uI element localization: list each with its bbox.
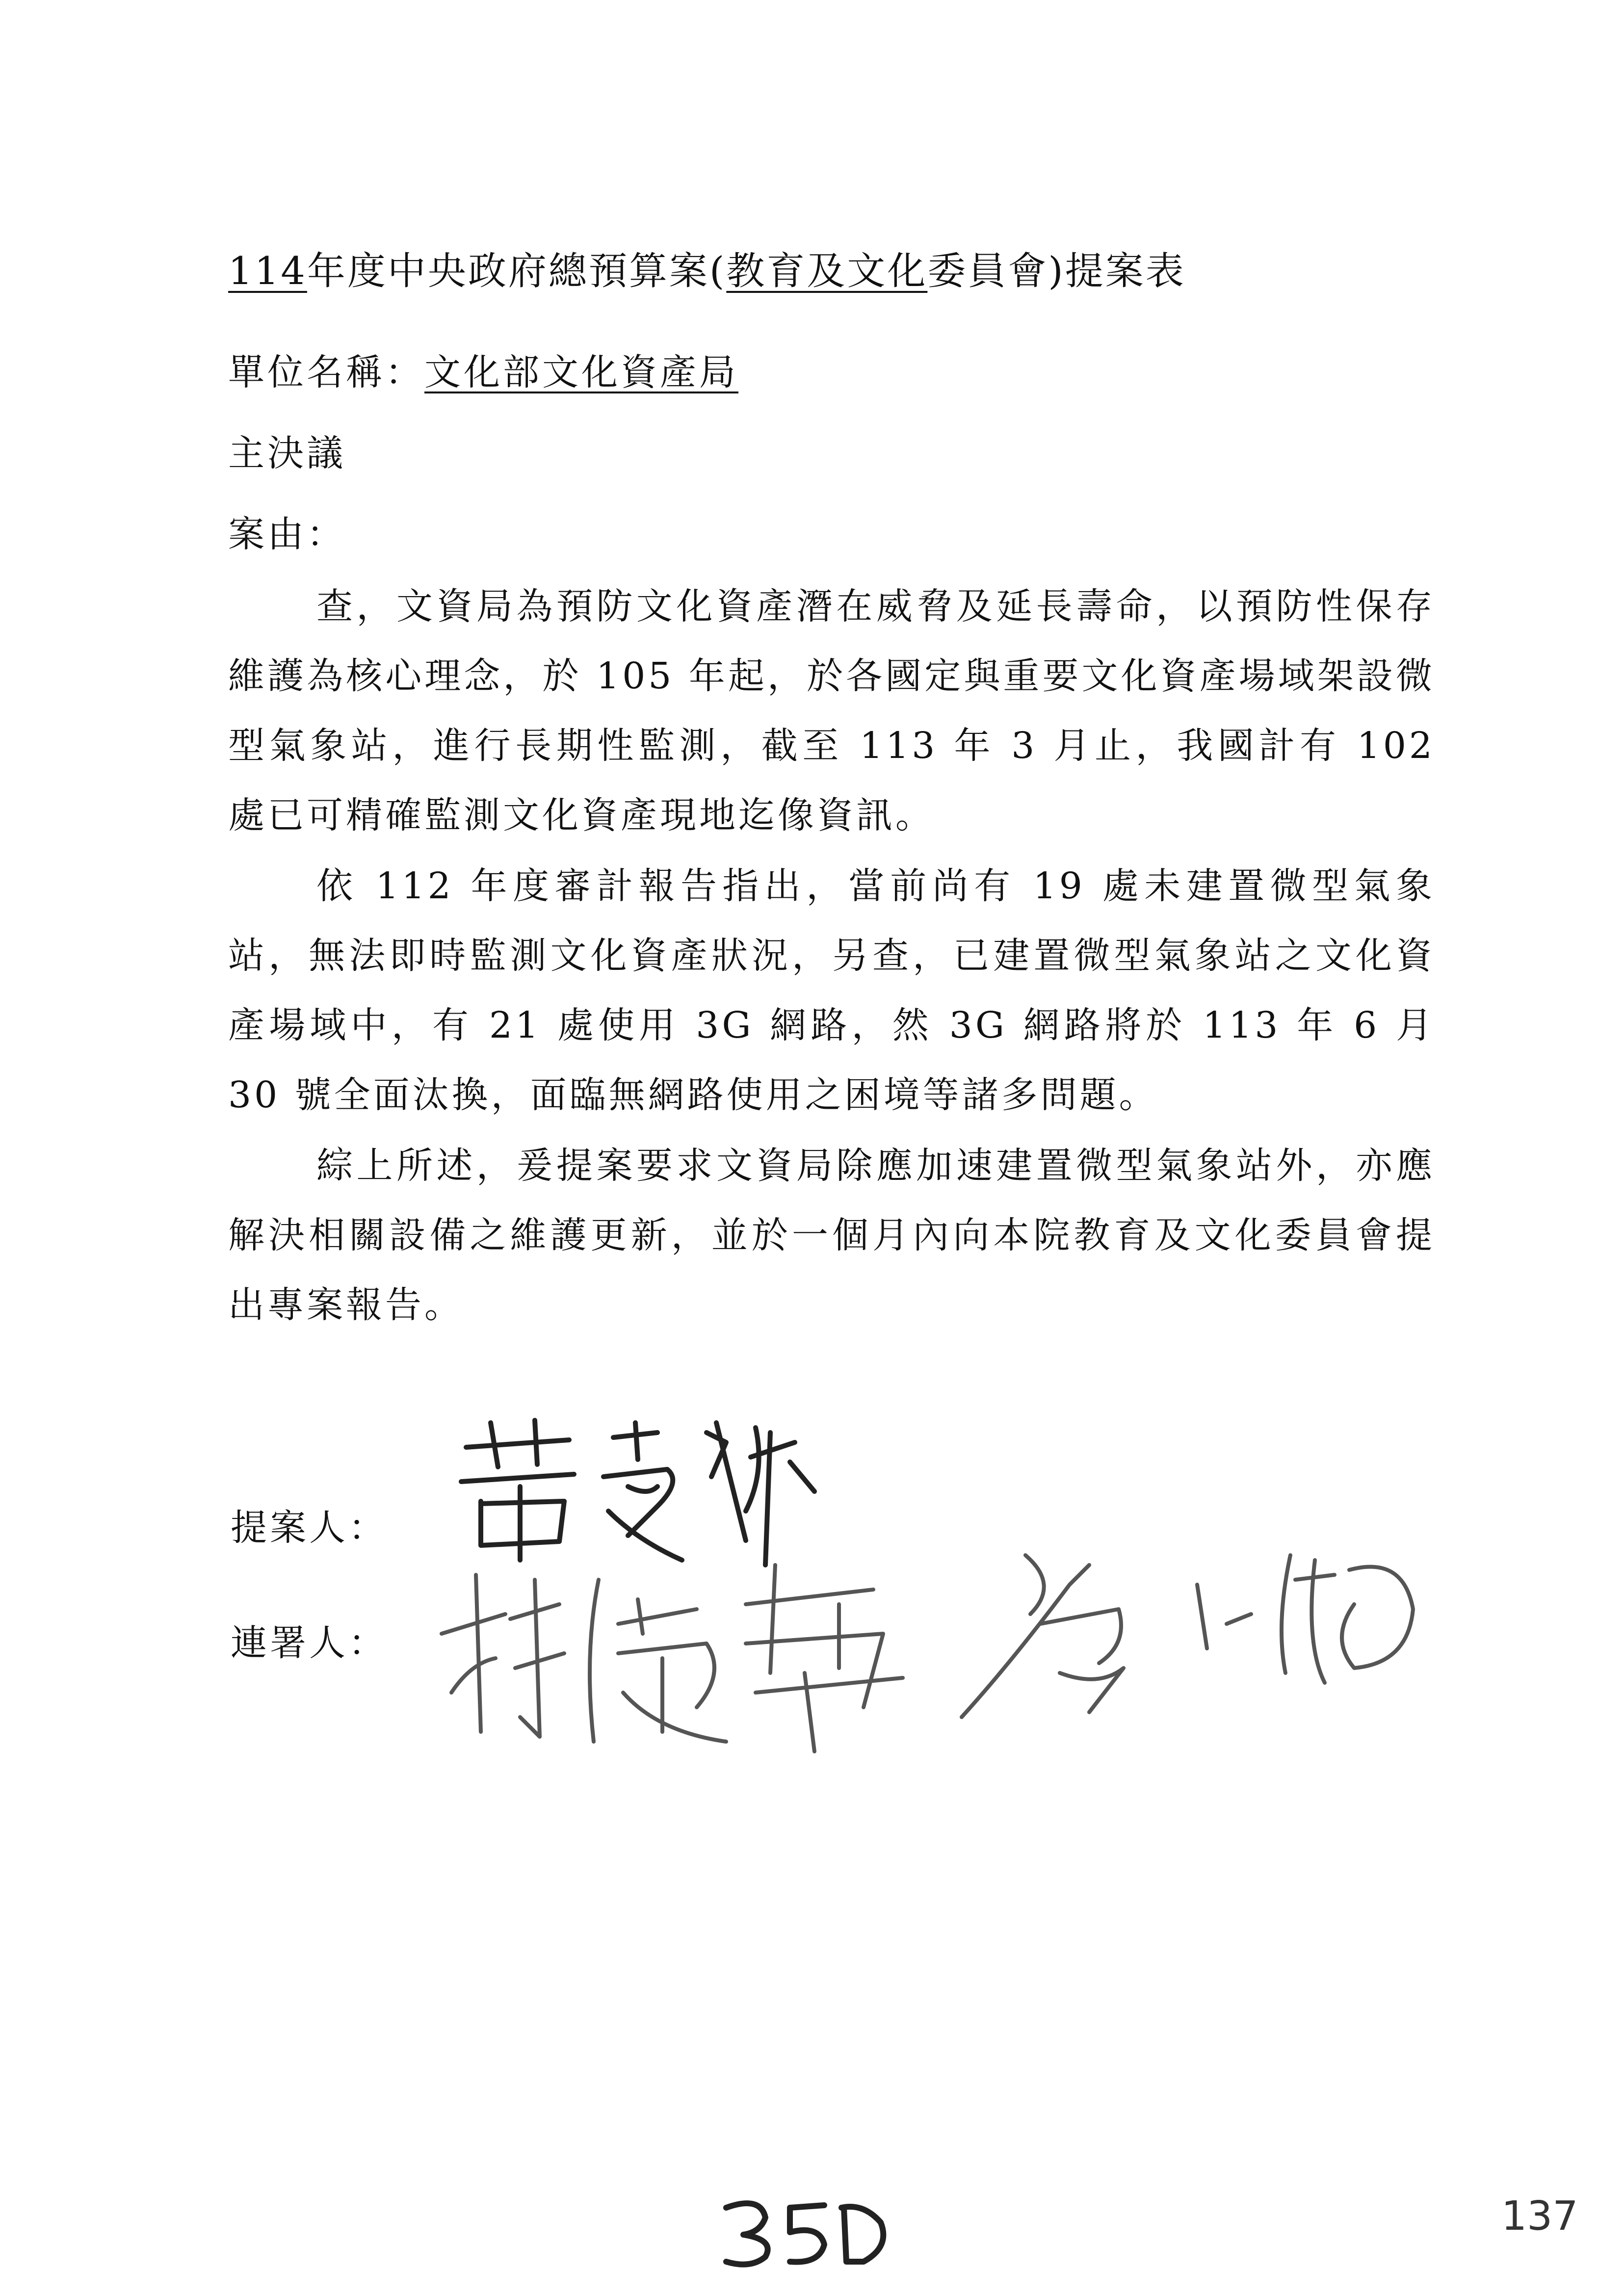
title-part-2: 委員會)提案表: [927, 249, 1186, 293]
cosigner-signature-1: [432, 1545, 913, 1756]
unit-label: 單位名稱：: [228, 351, 424, 393]
paragraph-2: 依 112 年度審計報告指出，當前尚有 19 處未建置微型氣象站，無法即時監測文化資產狀況，另查，已建置微型氣象站之文化資產場域中，有 21 處使用 3G 網路，然 3G 網路將於 113 年 6 月 30 號全面汰換，面臨無網路使用之困境等諸多問題。: [228, 865, 1435, 1116]
unit-value: 文化部文化資產局: [424, 351, 738, 393]
unit-row: [228, 343, 738, 395]
paragraph-3: 綜上所述，爰提案要求文資局除應加速建置微型氣象站外，亦應解決相關設備之維護更新，並於一個月內向本院教育及文化委員會提出專案報告。: [228, 1145, 1435, 1326]
reason-label: 案由：: [228, 513, 346, 555]
handwritten-number-350: [716, 2193, 903, 2271]
paragraph-1: 查，文資局為預防文化資產潛在威脅及延長壽命，以預防性保存維護為核心理念，於 105 年起，於各國定與重要文化資產場域架設微型氣象站，進行長期性監測，截至 113 年 3 月止，我國計有 102 處已可精確監測文化資產現地迄像資訊。: [228, 585, 1435, 836]
title-year: 114: [228, 249, 307, 293]
title-part-1: 年度中央政府總預算案(: [307, 249, 727, 293]
title-committee: 教育及文化: [726, 249, 928, 293]
cosigner-signature-2: [952, 1526, 1442, 1727]
document-title: [228, 240, 1186, 295]
decision-type: 主決議: [228, 432, 346, 474]
proposer-label: 提案人：: [231, 1507, 388, 1549]
page-number: 137: [1501, 2193, 1578, 2240]
cosigner-label: 連署人：: [231, 1622, 388, 1664]
